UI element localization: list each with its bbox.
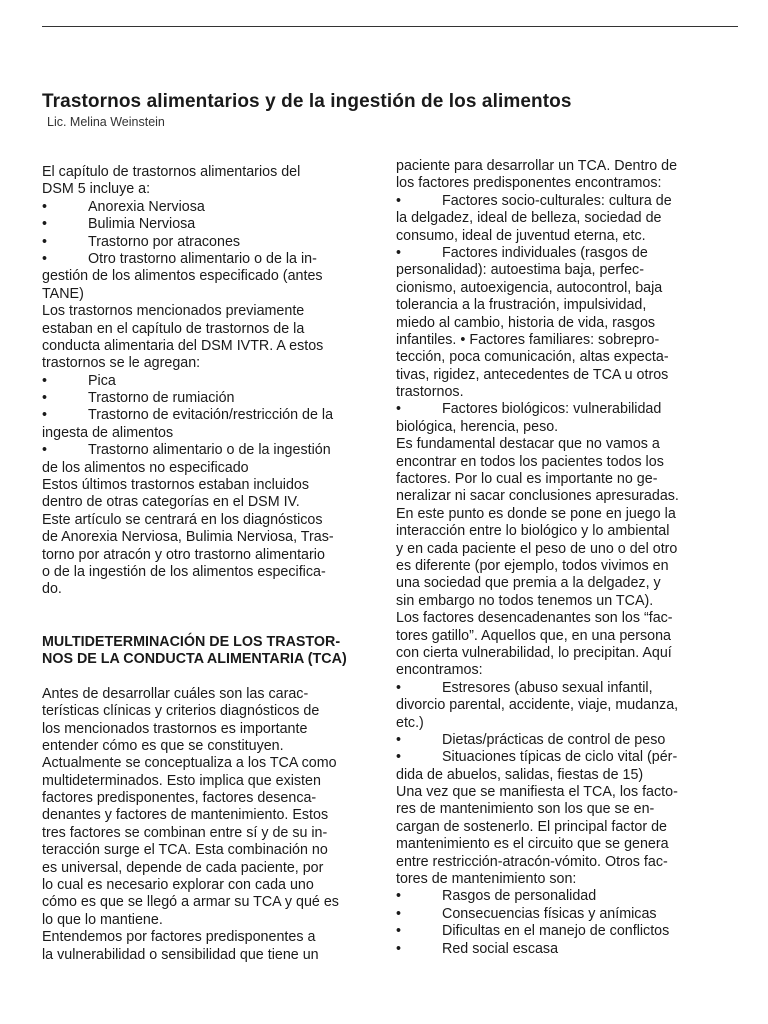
bullet-marker: • — [396, 905, 402, 922]
text-line: Este artículo se centrará en los diagnósticos — [42, 511, 323, 528]
text-line: Los trastornos mencionados previamente — [42, 303, 305, 320]
text-line: paciente para desarrollar un TCA. Dentro de — [396, 158, 678, 174]
text-line: cionismo, autoexigencia, autocontrol, baja — [396, 279, 663, 296]
right-column — [396, 158, 736, 958]
text-line: trastornos se le agregan: — [42, 355, 201, 372]
text-line: factores. Por lo cual es importante no ge- — [396, 471, 658, 488]
text-line: ingesta de alimentos — [42, 424, 174, 441]
bullet-text: Trastorno de rumiación — [88, 390, 235, 407]
bullet-item — [396, 193, 736, 210]
text-line: En este punto es donde se pone en juego la — [396, 505, 676, 522]
text-line: estaban en el capítulo de trastornos de la — [42, 320, 305, 337]
text-line: res de mantenimiento son los que se en- — [396, 801, 655, 818]
bullet-marker: • — [396, 940, 402, 957]
text-line: o de la ingestión de los alimentos especifica- — [42, 563, 326, 580]
text-line: conducta alimentaria del DSM IVTR. A estos — [42, 337, 324, 354]
bullet-marker: • — [42, 372, 48, 389]
bullet-marker: • — [396, 749, 402, 766]
text-line: terísticas clínicas y criterios diagnósticos de — [42, 703, 320, 720]
text-line: encontramos: — [396, 662, 483, 679]
document-title: Trastornos alimentarios y de la ingestión de los alimentos — [42, 91, 572, 112]
text-line: tolerancia a la frustración, impulsividad, — [396, 297, 647, 314]
bullet-text: Factores biológicos: vulnerabilidad — [442, 401, 662, 418]
bullet-item — [42, 373, 382, 390]
paragraph-gap — [42, 599, 382, 616]
text-line: mantenimiento es el circuito que se genera — [396, 836, 669, 853]
bullet-text: Anorexia Nerviosa — [88, 198, 205, 215]
bullet-text: Factores individuales (rasgos de — [442, 244, 648, 261]
text-line: tivas, rigidez, antecedentes de TCA u otros — [396, 366, 669, 383]
bullet-item — [42, 216, 382, 233]
bullet-item — [396, 245, 736, 262]
text-line: Antes de desarrollar cuáles son las carac- — [42, 685, 309, 702]
text-line: una sociedad que premia a la delgadez, y — [396, 575, 661, 592]
bullet-item — [396, 906, 736, 923]
paragraph-gap — [42, 668, 382, 685]
text-line: de los alimentos no especificado — [42, 459, 249, 476]
bullet-text: Consecuencias físicas y anímicas — [442, 905, 657, 922]
bullet-marker: • — [396, 244, 402, 261]
text-line: teracción surge el TCA. Esta combinación no — [42, 842, 328, 859]
document-author: Lic. Melina Weinstein — [47, 115, 165, 129]
bullet-text: Factores socio-culturales: cultura de — [442, 192, 672, 209]
text-line: neralizar ni sacar conclusiones apresuradas. — [396, 488, 679, 505]
bullet-text: Rasgos de personalidad — [442, 888, 597, 905]
bullet-item — [42, 442, 382, 459]
bullet-item — [42, 251, 382, 268]
bullet-text: Bulimia Nerviosa — [88, 216, 196, 233]
bullet-text: Pica — [88, 372, 116, 389]
text-line: personalidad): autoestima baja, perfec- — [396, 262, 644, 279]
text-line: interacción entre lo biológico y lo ambiental — [396, 523, 670, 540]
bullet-marker: • — [396, 192, 402, 209]
bullet-text: Estresores (abuso sexual infantil, — [442, 679, 653, 696]
text-line: infantiles. • Factores familiares: sobrepro- — [396, 331, 660, 348]
text-line: Actualmente se conceptualiza a los TCA como — [42, 755, 337, 772]
bullet-item — [396, 923, 736, 940]
bullet-item — [396, 401, 736, 418]
text-line: entender cómo es que se constituyen. — [42, 737, 284, 754]
text-line: El capítulo de trastornos alimentarios del — [42, 164, 301, 180]
text-line: la vulnerabilidad o sensibilidad que tiene un — [42, 946, 319, 963]
text-line: Los factores desencadenantes son los “fac- — [396, 610, 673, 627]
bullet-item — [396, 732, 736, 749]
bullet-item — [42, 407, 382, 424]
text-line: TANE) — [42, 285, 84, 302]
text-line: consumo, ideal de juventud eterna, etc. — [396, 227, 646, 244]
bullet-marker: • — [42, 250, 48, 267]
text-line: lo cual es necesario explorar con cada uno — [42, 877, 314, 894]
bullet-text: Dificultas en el manejo de conflictos — [442, 923, 670, 940]
bullet-item — [396, 888, 736, 905]
text-line: factores predisponentes, factores desenca- — [42, 790, 317, 807]
text-line: DSM 5 incluye a: — [42, 181, 151, 198]
text-line: do. — [42, 581, 62, 598]
text-line: entre restricción-atracón-vómito. Otros fac- — [396, 853, 668, 870]
bullet-marker: • — [396, 888, 402, 905]
bullet-marker: • — [396, 731, 402, 748]
text-line: cargan de sostenerlo. El principal factor de — [396, 818, 667, 835]
top-rule — [42, 26, 738, 27]
text-line: la delgadez, ideal de belleza, sociedad de — [396, 210, 662, 227]
bullet-marker: • — [396, 923, 402, 940]
text-line: denantes y factores de mantenimiento. Estos — [42, 807, 329, 824]
bullet-marker: • — [42, 407, 48, 424]
bullet-marker: • — [42, 216, 48, 233]
bullet-marker: • — [42, 390, 48, 407]
bullet-marker: • — [42, 442, 48, 459]
text-line: lo que lo mantiene. — [42, 911, 163, 928]
bullet-text: Trastorno por atracones — [88, 233, 241, 250]
bullet-text: Dietas/prácticas de control de peso — [442, 731, 666, 748]
text-line: multideterminados. Esto implica que existen — [42, 772, 321, 789]
text-line: los mencionados trastornos es importante — [42, 720, 308, 737]
text-line: tección, poca comunicación, altas expecta- — [396, 349, 669, 366]
text-line: miedo al cambio, historia de vida, rasgos — [396, 314, 656, 331]
text-line: dida de abuelos, salidas, fiestas de 15) — [396, 766, 644, 783]
text-line: divorcio parental, accidente, viaje, mudanza, — [396, 697, 679, 714]
text-line: y en cada paciente el peso de uno o del otro — [396, 540, 678, 557]
bullet-item — [396, 941, 736, 958]
text-line: tores gatillo”. Aquellos que, en una persona — [396, 627, 672, 644]
bullet-item — [42, 390, 382, 407]
text-line: con cierta vulnerabilidad, lo precipitan. Aquí — [396, 644, 672, 661]
bullet-marker: • — [396, 401, 402, 418]
text-line: etc.) — [396, 714, 424, 731]
text-line: torno por atracón y otro trastorno alimentario — [42, 546, 325, 563]
bullet-text: Red social escasa — [442, 940, 559, 957]
section-heading-line: MULTIDETERMINACIÓN DE LOS TRASTOR- — [42, 633, 341, 650]
text-line: Una vez que se manifiesta el TCA, los facto- — [396, 784, 678, 801]
paragraph-gap — [42, 616, 382, 633]
bullet-item — [42, 234, 382, 251]
text-line: biológica, herencia, peso. — [396, 418, 559, 435]
bullet-text: Trastorno de evitación/restricción de la — [88, 407, 334, 424]
text-line: sin embargo no todos tenemos un TCA). — [396, 592, 654, 609]
bullet-item — [396, 680, 736, 697]
text-line: gestión de los alimentos especificado (antes — [42, 268, 323, 285]
left-column — [42, 164, 382, 964]
text-line: es diferente (por ejemplo, todos vivimos en — [396, 557, 669, 574]
bullet-text: Otro trastorno alimentario o de la in- — [88, 250, 317, 267]
text-line: encontrar en todos los pacientes todos los — [396, 453, 664, 470]
text-line: es universal, depende de cada paciente, por — [42, 859, 324, 876]
text-line: Entendemos por factores predisponentes a — [42, 929, 316, 946]
bullet-item — [396, 749, 736, 766]
text-line: tres factores se combinan entre sí y de su in- — [42, 824, 328, 841]
bullet-marker: • — [42, 198, 48, 215]
text-line: cómo es que se llegó a armar su TCA y qué es — [42, 894, 339, 911]
text-line: los factores predisponentes encontramos: — [396, 175, 662, 192]
text-line: de Anorexia Nerviosa, Bulimia Nerviosa, Tras- — [42, 529, 334, 546]
bullet-item — [42, 199, 382, 216]
bullet-text: Situaciones típicas de ciclo vital (pér- — [442, 749, 678, 766]
text-line: trastornos. — [396, 384, 464, 401]
bullet-marker: • — [42, 233, 48, 250]
text-line: Es fundamental destacar que no vamos a — [396, 436, 660, 453]
text-line: Estos últimos trastornos estaban incluidos — [42, 477, 310, 494]
text-line: tores de mantenimiento son: — [396, 871, 577, 888]
text-line: dentro de otras categorías en el DSM IV. — [42, 494, 300, 511]
bullet-marker: • — [396, 679, 402, 696]
section-heading-line: NOS DE LA CONDUCTA ALIMENTARIA (TCA) — [42, 650, 347, 667]
bullet-text: Trastorno alimentario o de la ingestión — [88, 442, 331, 459]
